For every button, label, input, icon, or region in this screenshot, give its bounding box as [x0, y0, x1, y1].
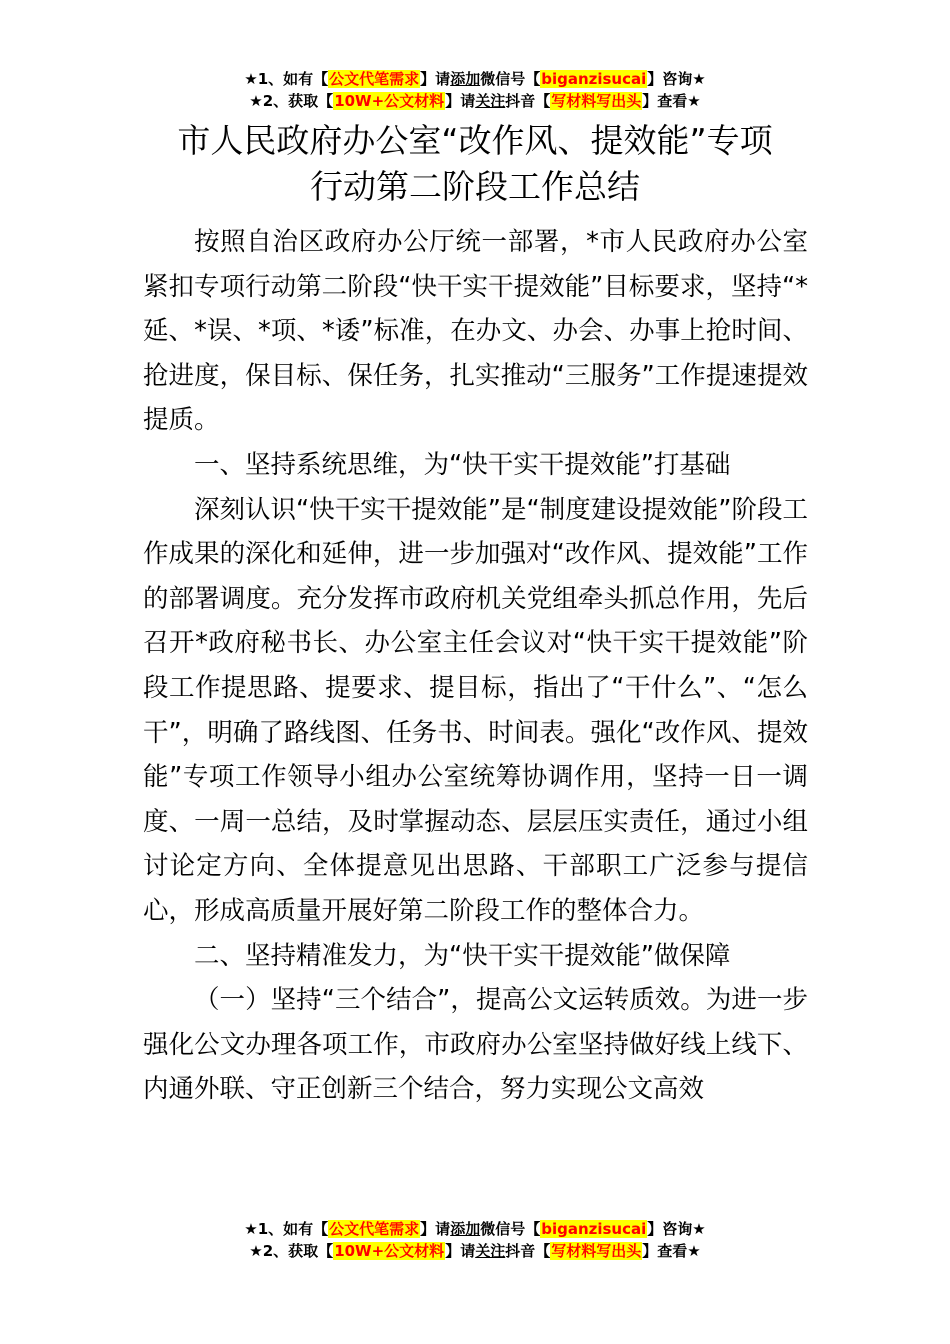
- section-heading-1: 一、坚持系统思维，为“快干实干提效能”打基础: [194, 449, 731, 480]
- title-line-2: 行动第二阶段工作总结: [310, 167, 640, 206]
- paragraph-section-1: 深刻认识“快干实干提效能”是“制度建设提效能”阶段工作成果的深化和延伸，进一步加强对“改作风、提效能”工作的部署调度。充分发挥市政府机关党组牵头抓总作用，先后召开*政府秘书长、办公室主任会议对“快干实干提效能”阶段工作提思路、提要求、提目标，指出了“干什么”、“怎么干”，明确了路线图、任务书、时间表。强化“改作风、提效能”专项工作领导小组办公室统筹协调作用，坚持一日一调度、一周一总结，及时掌握动态、层层压实责任，通过小组讨论定方向、全体提意见出思路、干部职工广泛参与提信心，形成高质量开展好第二阶段工作的整体合力。: [143, 494, 808, 926]
- promo-banner-top: [0, 68, 950, 112]
- document-body: [143, 220, 808, 1112]
- promo-line-2: ★2、获取【10W+公文材料】请关注抖音【写材料写出头】查看★: [249, 1242, 701, 1260]
- document-title: [0, 118, 950, 210]
- paragraph-subsection-1: （一）坚持“三个结合”，提高公文运转质效。为进一步强化公文办理各项工作，市政府办公室坚持做好线上线下、内通外联、守正创新三个结合，努力实现公文高效: [143, 985, 808, 1105]
- promo-line-1: ★1、如有【公文代笔需求】请添加微信号【biganzisucai】咨询★: [244, 70, 706, 88]
- promo-line-2: ★2、获取【10W+公文材料】请关注抖音【写材料写出头】查看★: [249, 92, 701, 110]
- title-line-1: 市人民政府办公室“改作风、提效能”专项: [177, 121, 773, 160]
- promo-line-1: ★1、如有【公文代笔需求】请添加微信号【biganzisucai】咨询★: [244, 1220, 706, 1238]
- promo-banner-bottom: [0, 1218, 950, 1262]
- paragraph-intro: 按照自治区政府办公厅统一部署，*市人民政府办公室紧扣专项行动第二阶段“快干实干提效能”目标要求，坚持“*延、*误、*项、*诿”标准，在办文、办会、办事上抢时间、抢进度，保目标、保任务，扎实推动“三服务”工作提速提效提质。: [143, 227, 808, 436]
- section-heading-2: 二、坚持精准发力，为“快干实干提效能”做保障: [194, 940, 731, 971]
